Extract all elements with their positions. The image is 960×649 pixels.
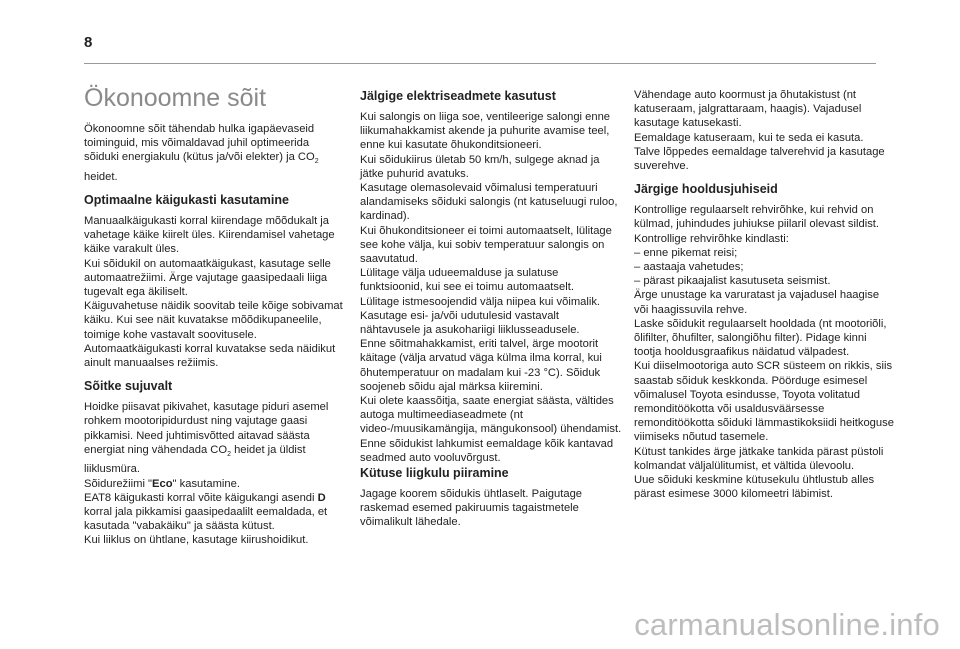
watermark: carmanualsonline.info <box>634 607 940 642</box>
heading-maintenance: Järgige hooldusjuhiseid <box>634 182 778 197</box>
intro-paragraph: Ökonoomne sõit tähendab hulka igapäevaseid toiminguid, mis võimaldavad juhil optimeerida sõiduki energiakulu (kütus ja/või elekter) ja $CO_2$ heidet. <box>84 123 319 183</box>
paragraph-smooth-driving: Hoidke piisavat pikivahet, kasutage piduri asemel rohkem mootoripidurdust ning vajutage gaasi pikkamisi. Need juhtimisvõtted aitavad säästa energiat ning vähendada $CO_2$ heidet ja üldist liiklusmüra. Sõidurežiimi "Eco" kasutamine. EAT8 käigukasti korral võite käigukangi asendi D korral jala pikkamisi gaasipedaalilt eemaldada, et kasutada "vabakäiku" ja säästa kütust. Kui liiklus on ühtlane, kasutage kiirushoidikut. <box>84 401 329 547</box>
heading-gearbox: Optimaalne käigukasti kasutamine <box>84 193 289 208</box>
paragraph-load: Vähendage auto koormust ja õhutakistust (nt katuseraam, jalgrattaraam, haagis). Vajadusel kasutage katusekasti. Eemaldage katuseraam, kui te seda ei kasuta. Talve lõppedes eemaldage talverehvid ja kasutage suverehve. <box>634 89 885 173</box>
page-title: Ökonoomne sõit <box>84 84 267 112</box>
page-number: 8 <box>84 34 93 51</box>
paragraph-electrical: Kui salongis on liiga soe, ventileerige salongi enne liikumahakkamist akende ja puhurite avamise teel, enne kui kasutate õhukonditsioneeri. Kui sõidukiirus ületab 50 km/h, sulgege aknad ja jätke puhurid avatuks. Kasutage olemasolevaid võimalusi temperatuuri alandamiseks sõiduki salongis (nt katuseluugi ruloo, kardinad). Kui õhukonditsioneer ei toimi automaatselt, lülitage see kohe välja, kui sobiv temperatuur salongis on saavutatud. Lülitage välja udueemalduse ja sulatuse funktsioonid, kui see ei toimu automaatselt. Lülitage istmesoojendid välja niipea kui võimalik. Kasutage esi- ja/või udutulesid vastavalt nähtavusele ja asukohariigi liiklusseadusele. Enne sõitmahakkamist, eriti talvel, ärge mootorit käitage (välja arvatud väga külma ilma korral, kui õhutemperatuur on madalam kui -23 °C). Sõiduk soojeneb sõidu ajal märksa kiiremini. Kui olete kaassõitja, saate energiat säästa, vältides autoga multimeediaseadmete (nt video-/muusikamängija, mängukonsool) ühendamist. Enne sõidukist lahkumist eemaldage kõik kantavad seadmed auto vooluvõrgust. <box>360 111 622 464</box>
heading-fuel-consumption: Kütuse liigkulu piiramine <box>360 466 509 481</box>
column-middle <box>360 84 622 530</box>
heading-smooth-driving: Sõitke sujuvalt <box>84 379 173 394</box>
paragraph-fuel-consumption: Jagage koorem sõidukis ühtlaselt. Paigutage raskemad esemed pakiruumis tagaistmetele võimalikult lähedale. <box>360 488 583 529</box>
column-right <box>634 84 896 501</box>
paragraph-maintenance: Kontrollige regulaarselt rehvirõhke, kui rehvid on külmad, juhindudes juhiukse piilaril olevast sildist. Kontrollige rehvirõhke kindlasti: – enne pikemat reisi; – aastaaja vahetudes; – pärast pikaajalist kasutuseta seismist. Ärge unustage ka varuratast ja vajadusel haagise või haagissuvila rehve. Laske sõidukit regulaarselt hooldada (nt mootoriõli, õlifilter, õhufilter, salongiõhu filter). Pidage kinni tootja hooldusgraafikus näidatud välpadest. Kui diiselmootoriga auto SCR süsteem on rikkis, siis saastab sõiduk keskkonda. Pöörduge esimesel võimalusel Toyota esindusse, Toyota volitatud remonditöökotta või usaldusväärsesse remonditöökotta sõiduki lämmastikoksiidi heitkoguse viimiseks nõutud tasemele. Kütust tankides ärge jätkake tankida pärast püstoli kolmandat väljalülitumist, et vältida ülevoolu. Uue sõiduki keskmine kütusekulu ühtlustub alles pärast esimese 3000 kilomeetri läbimist. <box>634 204 894 501</box>
paragraph-gearbox: Manuaalkäigukasti korral kiirendage mõõdukalt ja vahetage käike kiirelt üles. Kiirendamisel vahetage käike varakult üles. Kui sõidukil on automaatkäigukast, kasutage selle automaatrežiimi. Ärge vajutage gaasipedaali liiga tugevalt ega äkiliselt. Käiguvahetuse näidik soovitab teile kõige sobivamat käiku. Kui see näit kuvatakse mõõdikupaneelile, toimige kohe vastavalt soovitusele. Automaatkäigukasti korral kuvatakse seda näidikut ainult manuaalses režiimis. <box>84 215 343 370</box>
heading-electrical: Jälgige elektriseadmete kasutust <box>360 89 556 103</box>
header-rule <box>84 63 876 64</box>
column-left <box>84 84 346 548</box>
